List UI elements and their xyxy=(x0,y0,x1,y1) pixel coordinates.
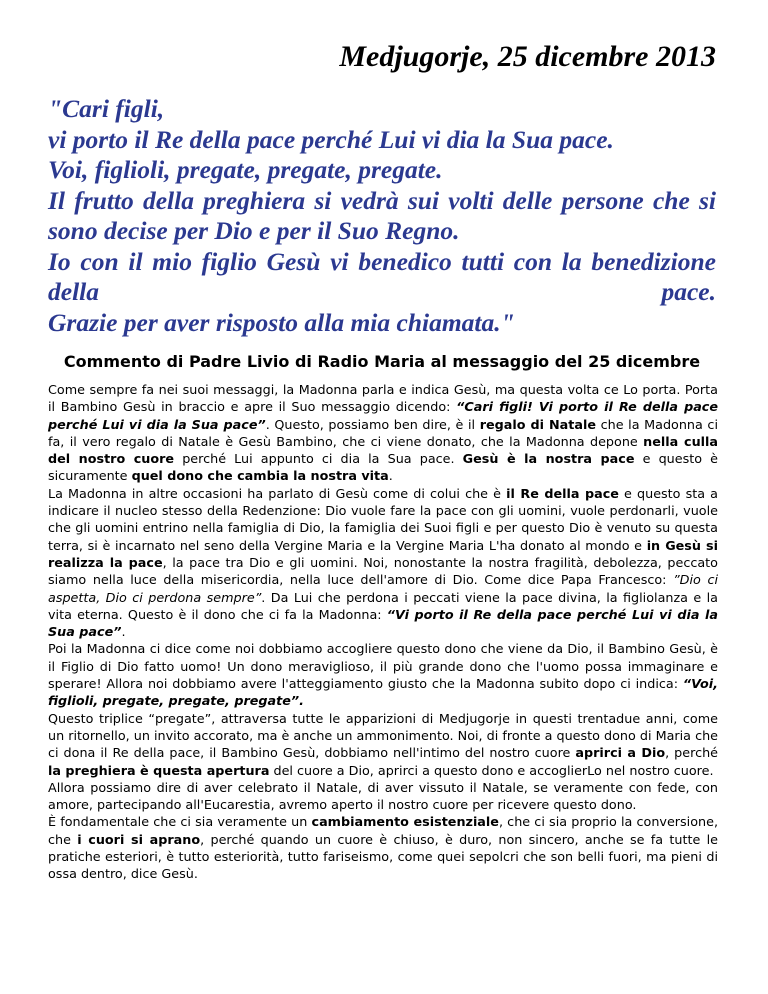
text-run: Allora possiamo dire di aver celebrato il Natale, di aver vissuto il Natale, se veramente con fede, con amore, partecipando all'Eucarestia, avremo aperto il nostro cuore per ricevere questo dono. xyxy=(48,780,718,814)
paragraph xyxy=(48,382,718,486)
text-run: e questo è sicuramente xyxy=(48,452,718,485)
text-run: , che ci sia proprio la conversione, che xyxy=(48,815,719,848)
message-line: "Cari figli, xyxy=(48,94,165,123)
text-run: Come sempre fa nei suoi messaggi, la Madonna parla e indica Gesù, ma questa volta ce Lo porta. Porta il Bambino Gesù in braccio e apre il Suo messaggio dicendo: xyxy=(48,383,718,416)
message-line: Il frutto della preghiera si vedrà sui volti delle persone che si sono decise per Dio e per il Suo Regno. xyxy=(48,185,716,245)
text-run: . Questo, possiamo ben dire, è il xyxy=(265,417,480,433)
bold-run: nella culla del nostro cuore xyxy=(48,434,718,468)
text-run: La Madonna in altre occasioni ha parlato di Gesù come di colui che è xyxy=(48,486,507,502)
paragraph xyxy=(48,814,718,883)
quote-run: “Voi, figlioli, pregate, pregate, pregate”. xyxy=(48,677,718,710)
quote-run: “Cari figli! Vi porto il Re della pace perché Lui vi dia la Sua pace” xyxy=(48,400,719,433)
bold-run: in Gesù si realizza la pace xyxy=(48,538,718,571)
document-title: Medjugorje, 25 dicembre 2013 xyxy=(339,40,716,73)
text-run: Questo triplice “pregate”, attraversa tutte le apparizioni di Medjugorje in questi trentadue anni, come un ritornello, un invito accorato, ma è anche un ammonimento. Noi, di fronte a questo dono di Maria che ci dona il Re della pace, il Bambino Gesù, dobbiamo nell'intimo del nostro cuore xyxy=(48,711,718,762)
text-run: È fondamentale che ci sia veramente un xyxy=(48,815,312,831)
bold-run: regalo di Natale xyxy=(479,417,596,433)
commentary-body xyxy=(48,382,718,884)
paragraph xyxy=(48,486,718,642)
message-line: Grazie per aver risposto alla mia chiamata." xyxy=(48,307,515,337)
text-run: . Da Lui che perdona i peccati viene la pace divina, la figliolanza e la vita eterna. Questo è il dono che ci fa la Madonna: xyxy=(48,590,718,623)
text-run: , perché quando un cuore è chiuso, è duro, non sincero, anche se fa tutte le pratiche esteriori, è tutto esteriorità, tutto fariseismo, come quei sepolcri che son belli fuori, ma pieni di ossa dentro, dice Gesù. xyxy=(48,832,718,883)
bold-run: la preghiera è questa apertura xyxy=(48,763,270,779)
bold-run: quel dono che cambia la nostra vita xyxy=(131,469,389,485)
text-run: e questo sta a indicare il nucleo stesso della Redenzione: Dio vuole fare la pace con gli uomini, vuole perdonarli, vuole che gli uomini entrino nella famiglia di Dio, la famiglia dei Suoi figli e per questo Dio è venuto su questa terra, si è incarnato nel seno della Vergine Maria e la Vergine Maria L'ha donato al mondo e xyxy=(48,486,718,554)
text-run: . xyxy=(121,625,126,641)
text-run: . xyxy=(388,469,393,485)
bold-run: Gesù è la nostra pace xyxy=(462,452,635,468)
italic-run: ”Dio ci aspetta, Dio ci perdona sempre” xyxy=(48,573,718,606)
bold-run: cambiamento esistenziale xyxy=(311,815,499,831)
bold-run: il Re della pace xyxy=(506,486,619,502)
bold-run: aprirci a Dio xyxy=(575,746,666,762)
message-line: Io con il mio figlio Gesù vi benedico tutti con la benedizione della pace. xyxy=(48,246,716,306)
text-run: che la Madonna ci fa, il vero regalo di Natale è Gesù Bambino, che ci viene donato, che la Madonna depone xyxy=(48,417,718,450)
text-run: , la pace tra Dio e gli uomini. Noi, nonostante la nostra fragilità, debolezza, peccato siamo nella luce della misericordia, nella luce dell'amore di Dio. Come dice Papa Francesco: xyxy=(48,555,718,589)
text-run: perché Lui appunto ci dia la Sua pace. xyxy=(174,452,463,468)
message-line: vi porto il Re della pace perché Lui vi dia la Sua pace. xyxy=(48,124,614,154)
text-run: , perché xyxy=(665,746,719,762)
bold-run: i cuori si aprano xyxy=(77,832,201,848)
text-run: Poi la Madonna ci dice come noi dobbiamo accogliere questo dono che viene da Dio, il Bambino Gesù, è il Figlio di Dio fatto uomo! Un dono meraviglioso, il più grande dono che l'uomo possa immaginare e sperare! Allora noi dobbiamo avere l'atteggiamento giusto che la Madonna subito dopo ci indica: xyxy=(48,642,718,693)
quote-run: “Vi porto il Re della pace perché Lui vi dia la Sua pace” xyxy=(48,607,718,641)
commentary-heading: Commento di Padre Livio di Radio Maria al messaggio del 25 dicembre xyxy=(63,352,701,371)
paragraph xyxy=(48,641,718,710)
text-run: del cuore a Dio, aprirci a questo dono e accoglierLo nel nostro cuore. xyxy=(269,763,714,779)
message-line: Voi, figlioli, pregate, pregate, pregate. xyxy=(48,155,443,184)
paragraph xyxy=(48,711,718,780)
message-block xyxy=(48,94,716,338)
paragraph xyxy=(48,780,718,815)
